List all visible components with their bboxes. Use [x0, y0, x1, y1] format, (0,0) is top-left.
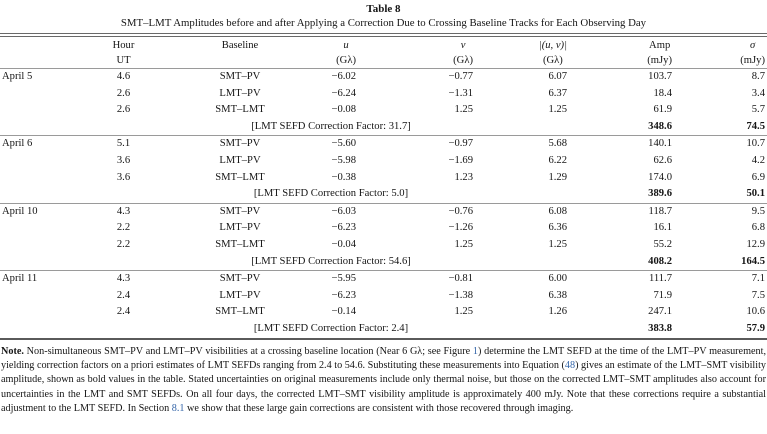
amplitude-table [0, 37, 767, 340]
hour-cell: 3.6 [116, 171, 131, 183]
header-line: Hour [112, 40, 135, 51]
amp-cell: 62.6 [653, 154, 672, 166]
uv-cell [477, 254, 571, 271]
baseline-cell: SMT–LMT [215, 306, 265, 318]
uv-cell: 6.37 [548, 87, 567, 99]
uv-cell: 1.29 [548, 171, 567, 183]
day-label-cell [0, 119, 62, 136]
v-cell: −1.69 [448, 154, 473, 166]
u-cell: −0.14 [331, 306, 356, 318]
corrected-amp: 348.6 [648, 120, 672, 132]
baseline-cell: SMT–LMT [215, 104, 265, 116]
v-cell: −1.31 [448, 87, 473, 99]
u-cell: −0.38 [331, 171, 356, 183]
col-header-uv-magnitude [477, 37, 571, 69]
u-cell: −5.95 [331, 273, 356, 285]
sigma-cell: 10.6 [746, 306, 765, 318]
hour-cell: 2.6 [116, 87, 131, 99]
v-cell: 1.25 [454, 238, 473, 250]
baseline-cell: SMT–LMT [215, 171, 265, 183]
hour-cell: 2.2 [116, 222, 131, 234]
u-cell: −5.98 [331, 154, 356, 166]
v-cell: −0.97 [448, 138, 473, 150]
header-line: Amp [649, 40, 671, 51]
baseline-cell: SMT–PV [219, 138, 261, 150]
table-label: Table 8 [366, 3, 401, 15]
day-label-cell [0, 254, 62, 271]
day-label-cell [0, 102, 62, 119]
day-label-cell [0, 237, 62, 254]
table-row [0, 288, 767, 305]
sigma-cell: 8.7 [751, 71, 765, 82]
baseline-cell: SMT–PV [219, 71, 261, 82]
note-text: Non-simultaneous SMT–PV and LMT–PV visibilities at a crossing baseline location (Near 6 Gλ; see Figure [23, 345, 473, 357]
day-label-cell [0, 170, 62, 187]
uv-cell: 6.00 [548, 273, 567, 285]
baseline-cell: LMT–PV [219, 222, 261, 234]
hour-cell: 4.3 [116, 205, 131, 217]
amp-cell: 111.7 [648, 273, 672, 285]
uv-cell: 1.25 [548, 238, 567, 250]
sigma-cell: 6.8 [751, 222, 765, 234]
table-header [0, 37, 767, 69]
hour-cell: 2.4 [116, 289, 131, 301]
sigma-cell: 7.5 [751, 289, 765, 301]
day-section [0, 136, 767, 203]
u-cell: −6.03 [331, 205, 356, 217]
col-header-amp [571, 37, 676, 69]
baseline-cell: LMT–PV [219, 87, 261, 99]
amp-cell: 71.9 [653, 289, 672, 301]
day-label-cell [0, 86, 62, 103]
sigma-cell: 3.4 [751, 87, 765, 99]
note-label: Note. [1, 345, 24, 357]
v-cell: −1.26 [448, 222, 473, 234]
table-note [0, 345, 767, 417]
corrected-amp: 389.6 [648, 188, 672, 200]
u-cell: −6.24 [331, 87, 356, 99]
v-cell: −1.38 [448, 289, 473, 301]
amp-cell: 140.1 [648, 138, 672, 150]
corrected-sigma: 74.5 [746, 120, 765, 132]
reference-link[interactable]: 8.1 [171, 403, 185, 415]
hour-cell: 5.1 [116, 138, 131, 150]
uv-cell: 6.36 [548, 222, 567, 234]
sigma-cell: 9.5 [751, 205, 765, 217]
amp-cell: 61.9 [653, 104, 672, 116]
uv-cell: 1.26 [548, 306, 567, 318]
hour-cell: 2.4 [116, 306, 131, 318]
header-line: (Gλ) [453, 55, 473, 66]
amp-cell: 18.4 [653, 87, 672, 99]
amp-cell: 16.1 [653, 222, 672, 234]
table-row [0, 304, 767, 321]
amp-cell: 103.7 [648, 71, 672, 82]
v-cell: −0.81 [448, 273, 473, 285]
col-header-baseline [185, 37, 295, 69]
header-line: (Gλ) [542, 55, 563, 66]
amp-cell: 55.2 [653, 238, 672, 250]
uv-cell: 1.25 [548, 104, 567, 116]
note-text: ) determine the LMT SEFD at the time of the LMT–PV measurement, yielding correction factors on a priori estimates of LMT SEFDs ranging from 2.4 to 54.6. Substituting these measurements into Equation ( [1, 345, 766, 371]
hour-cell: 2.2 [116, 238, 131, 250]
correction-factor: [LMT SEFD Correction Factor: 54.6] [251, 255, 411, 267]
corrected-sigma: 164.5 [741, 255, 765, 267]
header-line: v [460, 40, 466, 51]
baseline-cell: SMT–LMT [215, 238, 265, 250]
sigma-cell: 6.9 [751, 171, 765, 183]
u-cell: −6.02 [331, 71, 356, 82]
uv-cell [477, 186, 571, 203]
baseline-cell: LMT–PV [219, 289, 261, 301]
note-text: we show that these large gain corrections are consistent with those recovered through imaging. [184, 403, 574, 415]
table-row [0, 271, 767, 288]
sigma-cell: 12.9 [746, 238, 765, 250]
hour-cell [62, 186, 185, 203]
hour-cell [62, 321, 185, 339]
hour-cell: 4.6 [116, 71, 131, 82]
corrected-amp: 383.8 [648, 322, 672, 334]
header-line: |(u, v)| [538, 40, 567, 51]
table-row [0, 220, 767, 237]
v-cell: −0.76 [448, 205, 473, 217]
day-label-cell [0, 321, 62, 339]
correction-factor: [LMT SEFD Correction Factor: 2.4] [253, 322, 409, 334]
day-label-cell [0, 304, 62, 321]
amp-cell: 118.7 [648, 205, 672, 217]
day-label-cell: April 10 [2, 205, 38, 217]
amp-cell: 174.0 [648, 171, 672, 183]
baseline-cell: SMT–PV [219, 273, 261, 285]
correction-factor: [LMT SEFD Correction Factor: 5.0] [253, 188, 409, 200]
header-line: (mJy) [740, 55, 765, 66]
hour-cell: 4.3 [116, 273, 131, 285]
u-cell: −6.23 [331, 222, 356, 234]
col-header-v [360, 37, 477, 69]
col-header-day [0, 37, 62, 69]
hour-cell [62, 119, 185, 136]
table-row [0, 237, 767, 254]
day-label-cell [0, 153, 62, 170]
day-section [0, 203, 767, 270]
col-header-sigma [676, 37, 767, 69]
day-label-cell: April 11 [2, 273, 38, 285]
day-label-cell [0, 186, 62, 203]
header-row [0, 37, 767, 69]
sigma-cell: 10.7 [746, 138, 765, 150]
hour-cell [62, 254, 185, 271]
correction-row [0, 119, 767, 136]
v-cell: 1.25 [454, 104, 473, 116]
baseline-cell: LMT–PV [219, 154, 261, 166]
uv-cell [477, 321, 571, 339]
corrected-sigma: 57.9 [746, 322, 765, 334]
baseline-cell: SMT–PV [219, 205, 261, 217]
table-row [0, 86, 767, 103]
correction-factor: [LMT SEFD Correction Factor: 31.7] [251, 120, 411, 132]
u-cell: −5.60 [331, 138, 356, 150]
col-header-u [295, 37, 360, 69]
corrected-sigma: 50.1 [746, 188, 765, 200]
day-label-cell: April 5 [2, 71, 33, 82]
sigma-cell: 4.2 [751, 154, 765, 166]
note-text: ) gives an estimate of the LMT–SMT visibility amplitude, shown as bold values in the table. Stated uncertainties on original measurements include only thermal noise, but those on the corrected LMT–SMT amplitudes also account for uncertainties in the LMT and SMT SEFDs. On all four days, the corrected LMT–SMT visibility amplitude is approximately 400 mJy. Note that these corrections require a substantial adjustment to the LMT SEFD. In Section [1, 359, 766, 415]
uv-cell: 6.38 [548, 289, 567, 301]
correction-row [0, 186, 767, 203]
header-line: UT [116, 55, 131, 66]
table-row [0, 203, 767, 220]
uv-cell: 6.08 [548, 205, 567, 217]
day-label-cell [0, 220, 62, 237]
uv-cell: 6.22 [548, 154, 567, 166]
header-line: u [343, 40, 349, 51]
v-cell: −0.77 [448, 71, 473, 82]
u-cell: −0.04 [331, 238, 356, 250]
table-row [0, 102, 767, 119]
u-cell: −6.23 [331, 289, 356, 301]
table-caption: SMT–LMT Amplitudes before and after Applying a Correction Due to Crossing Baseline Tracks for Each Observing Day [120, 17, 647, 29]
header-line: Baseline [221, 40, 259, 51]
col-header-hour [62, 37, 185, 69]
table-row [0, 69, 767, 86]
reference-link[interactable]: 48 [564, 359, 576, 371]
reference-link[interactable]: 1 [472, 345, 478, 357]
header-line [222, 53, 258, 68]
header-line: (Gλ) [336, 55, 356, 66]
header-line: (mJy) [647, 55, 672, 66]
hour-cell: 3.6 [116, 154, 131, 166]
day-label-cell: April 6 [2, 138, 33, 150]
table-row [0, 153, 767, 170]
table-row [0, 170, 767, 187]
correction-row [0, 321, 767, 339]
hour-cell: 2.6 [116, 104, 131, 116]
sigma-cell: 5.7 [751, 104, 765, 116]
correction-row [0, 254, 767, 271]
uv-cell: 5.68 [548, 138, 567, 150]
u-cell: −0.08 [331, 104, 356, 116]
header-line: σ [750, 40, 756, 51]
v-cell: 1.23 [454, 171, 473, 183]
day-section [0, 69, 767, 136]
uv-cell: 6.07 [548, 71, 567, 82]
corrected-amp: 408.2 [648, 255, 672, 267]
day-label-cell [0, 288, 62, 305]
table-row [0, 136, 767, 153]
amp-cell: 247.1 [648, 306, 672, 318]
day-section [0, 271, 767, 339]
sigma-cell: 7.1 [751, 273, 765, 285]
uv-cell [477, 119, 571, 136]
v-cell: 1.25 [454, 306, 473, 318]
